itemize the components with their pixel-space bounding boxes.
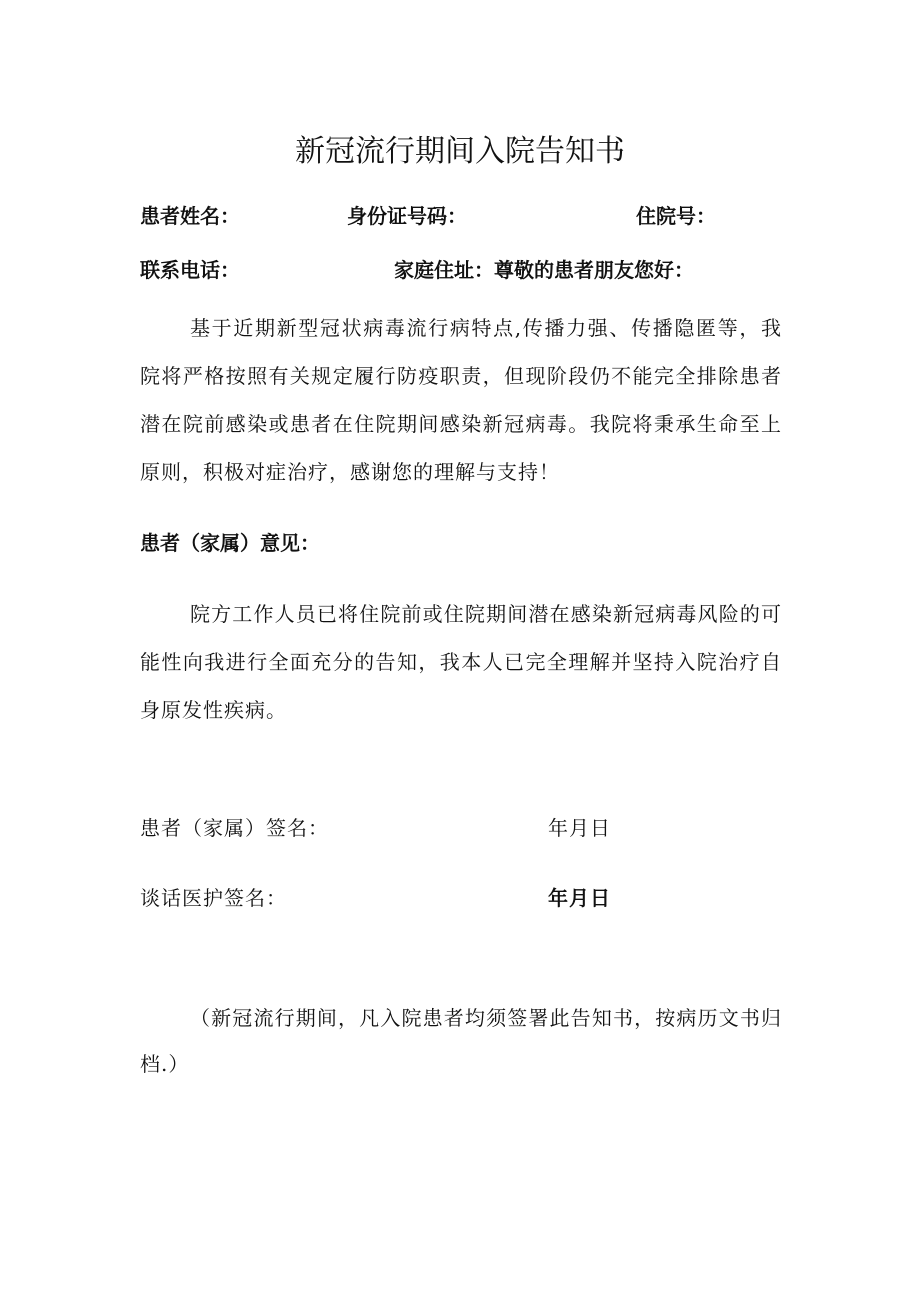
id-number-field: 身份证号码： — [347, 204, 467, 228]
document-title: 新冠流行期间入院告知书 — [295, 134, 625, 169]
patient-signature-label: 患者（家属）签名： — [140, 816, 329, 840]
opinion-paragraph: 院方工作人员已将住院前或住院期间潜在感染新冠病毒风险的可能性向我进行全面充分的告知，我本人已完全理解并坚持入院治疗自身原发性疾病。 — [140, 602, 782, 722]
phone-field: 联系电话： — [140, 258, 240, 282]
staff-signature-date: 年月日 — [548, 886, 611, 910]
notice-paragraph: 基于近期新型冠状病毒流行病特点,传播力强、传播隐匿等，我院将严格按照有关规定履行防疫职责，但现阶段仍不能完全排除患者潜在院前感染或患者在住院期间感染新冠病毒。我院将秉承生命至上原则，积极对症治疗，感谢您的理解与支持！ — [140, 316, 782, 484]
address-greeting-field: 家庭住址：尊敬的患者朋友您好： — [394, 258, 694, 282]
patient-signature-date: 年月日 — [548, 816, 611, 840]
patient-name-field: 患者姓名： — [140, 204, 240, 228]
archive-footnote: （新冠流行期间，凡入院患者均须签署此告知书，按病历文书归档.） — [140, 1006, 782, 1076]
staff-signature-label: 谈话医护签名： — [140, 886, 287, 910]
opinion-label: 患者（家属）意见： — [140, 531, 320, 555]
admission-number-field: 住院号： — [636, 204, 716, 228]
